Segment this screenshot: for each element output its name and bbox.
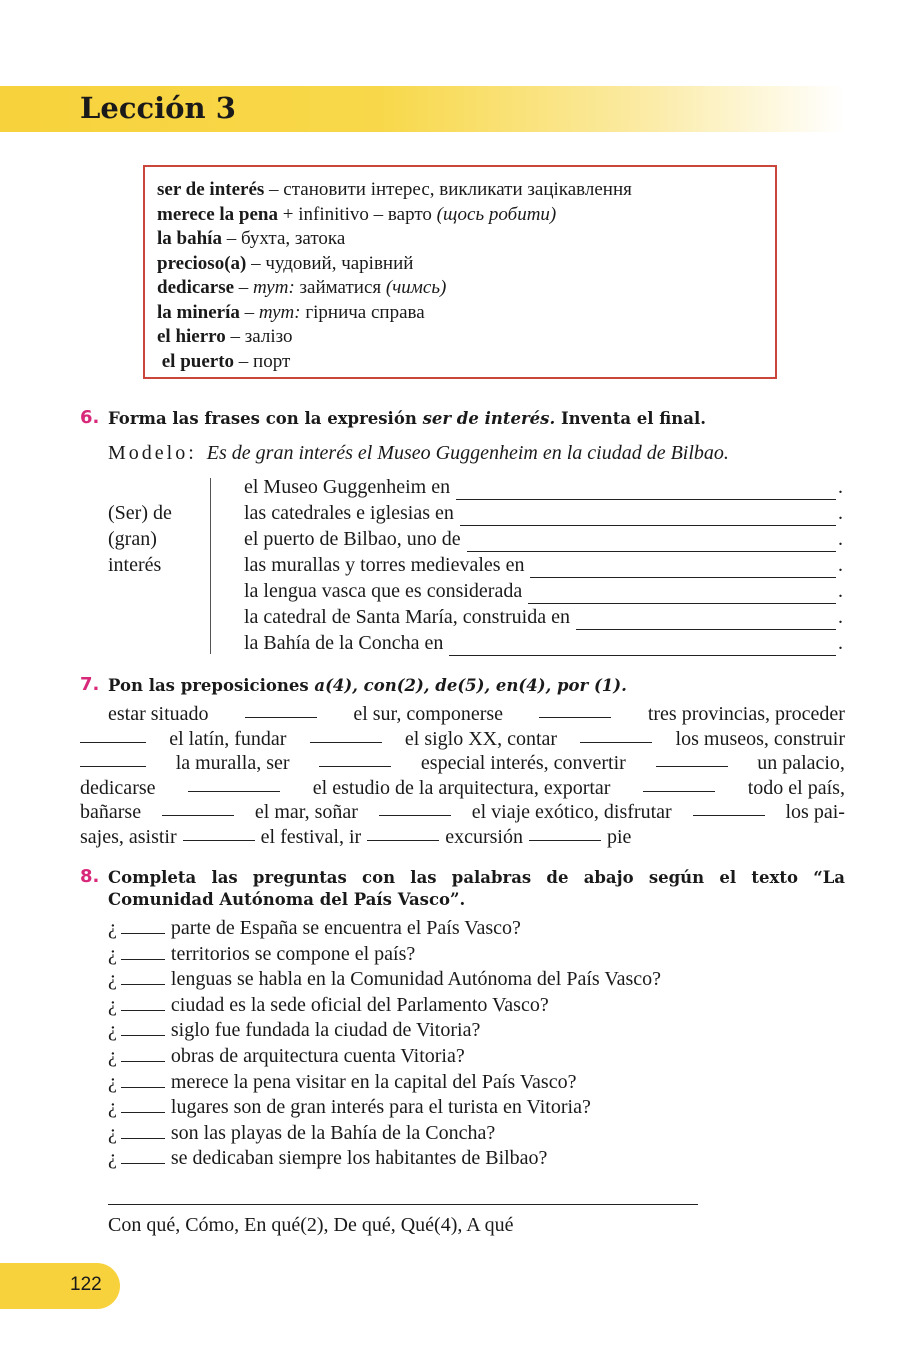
paragraph-line: sajes, asistir el festival, ir excursión pie — [80, 825, 632, 848]
answer-blank[interactable] — [121, 1123, 165, 1139]
answer-blank[interactable] — [80, 751, 146, 767]
exercise-8-instruction: Completa las preguntas con las palabras de abajo según el texto “La Comunidad Autónoma del País Vasco”. — [108, 868, 845, 909]
exercise-7-number: 7. — [80, 674, 100, 695]
answer-word-bank: Con qué, Cómo, En qué(2), De qué, Qué(4), A qué — [108, 1214, 514, 1236]
answer-blank[interactable] — [539, 702, 611, 718]
answer-blank[interactable] — [656, 751, 728, 767]
answer-blank[interactable] — [530, 558, 836, 578]
fill-in-line: la lengua vasca que es considerada . — [244, 580, 843, 602]
question-item: ¿ lugares son de gran interés para el turista en Vitoria? — [108, 1096, 591, 1119]
fill-in-line: el puerto de Bilbao, uno de . — [244, 528, 843, 550]
vocab-entry: precioso(a) – чудовий, чарівний — [157, 252, 414, 274]
question-item: ¿ lenguas se habla en la Comunidad Autónoma del País Vasco? — [108, 968, 661, 991]
answer-blank[interactable] — [80, 727, 146, 743]
answer-blank[interactable] — [580, 727, 652, 743]
answer-blank[interactable] — [367, 825, 439, 841]
answer-blank[interactable] — [449, 636, 836, 656]
answer-blank[interactable] — [310, 727, 382, 743]
exercise-7-instruction: Pon las preposiciones a(4), con(2), de(5), en(4), por (1). — [108, 676, 627, 695]
exercise-8-questions — [108, 916, 661, 1172]
answer-blank[interactable] — [121, 918, 165, 934]
question-item: ¿ territorios se compone el país? — [108, 942, 416, 965]
vocab-entry: la bahía – бухта, затока — [157, 228, 346, 249]
answer-blank[interactable] — [121, 1148, 165, 1164]
vocab-entry: la minería – тут: гірнича справа — [157, 301, 425, 323]
exercise-6-instruction: Forma las frases con la expresión ser de interés. Inventa el final. — [108, 409, 707, 428]
vocab-entry: el hierro – залізо — [157, 326, 293, 347]
answer-blank[interactable] — [121, 1046, 165, 1062]
paragraph-line: estar situado el sur, componerse tres provincias, proceder — [108, 703, 845, 725]
answer-blank[interactable] — [319, 751, 391, 767]
fill-in-line: la Bahía de la Concha en . — [244, 632, 843, 654]
answer-blank[interactable] — [456, 480, 836, 500]
exercise-6-number: 6. — [80, 407, 100, 428]
answer-blank[interactable] — [188, 776, 280, 792]
answer-blank[interactable] — [121, 995, 165, 1011]
answer-blank[interactable] — [528, 584, 836, 604]
exercise-6-left-label: (Ser) de (gran) interés — [108, 502, 172, 576]
answer-blank[interactable] — [121, 1020, 165, 1036]
question-item: ¿ son las playas de la Bahía de la Concha? — [108, 1121, 496, 1144]
answer-blank[interactable] — [529, 825, 601, 841]
vocab-entry: dedicarse – тут: займатися (чимсь) — [157, 277, 447, 298]
answer-blank[interactable] — [183, 825, 255, 841]
paragraph-line: el latín, fundar el siglo XX, contar los museos, construir — [80, 727, 845, 752]
answer-blank[interactable] — [121, 1072, 165, 1088]
answer-blank[interactable] — [643, 776, 715, 792]
answer-blank[interactable] — [460, 506, 836, 526]
exercise-7-paragraph — [80, 702, 845, 849]
page-number-tab — [0, 1263, 120, 1309]
exercise-8-number: 8. — [80, 866, 100, 887]
paragraph-line: bañarse el mar, soñar el viaje exótico, disfrutar los pai- — [80, 801, 845, 823]
answers-divider — [108, 1204, 698, 1205]
question-item: ¿ siglo fue fundada la ciudad de Vitoria? — [108, 1019, 481, 1042]
answer-blank[interactable] — [162, 800, 234, 816]
paragraph-line: la muralla, ser especial interés, convertir un palacio, — [80, 751, 845, 776]
exercise-6-model: Modelo: Es de gran interés el Museo Guggenheim en la ciudad de Bilbao. — [108, 442, 729, 464]
vocabulary-box — [143, 165, 777, 379]
page-number: 122 — [70, 1274, 102, 1295]
vocab-entry: merece la pena + infinitivo – варто (щось робити) — [157, 203, 557, 225]
answer-blank[interactable] — [576, 610, 836, 630]
answer-blank[interactable] — [467, 532, 836, 552]
fill-in-line: las catedrales e iglesias en . — [244, 502, 843, 524]
exercise-6-items — [244, 474, 844, 656]
question-item: ¿ ciudad es la sede oficial del Parlamento Vasco? — [108, 993, 549, 1016]
question-item: ¿ se dedicaban siempre los habitantes de Bilbao? — [108, 1147, 548, 1170]
answer-blank[interactable] — [379, 800, 451, 816]
answer-blank[interactable] — [121, 944, 165, 960]
answer-blank[interactable] — [121, 1097, 165, 1113]
answer-blank[interactable] — [121, 969, 165, 985]
fill-in-line: la catedral de Santa María, construida en . — [244, 606, 843, 628]
answer-blank[interactable] — [245, 702, 317, 718]
fill-in-line: el Museo Guggenheim en . — [244, 476, 843, 498]
vocab-entry: el puerto – порт — [157, 350, 291, 372]
lesson-title: Lección 3 — [80, 91, 236, 125]
question-item: ¿ merece la pena visitar en la capital del País Vasco? — [108, 1070, 577, 1093]
vocab-entry: ser de interés – становити інтерес, викликати зацікавлення — [157, 179, 632, 200]
exercise-6-divider — [210, 478, 211, 654]
question-item: ¿ obras de arquitectura cuenta Vitoria? — [108, 1044, 465, 1067]
question-item: ¿ parte de España se encuentra el País Vasco? — [108, 917, 521, 939]
paragraph-line: dedicarse el estudio de la arquitectura, exportar todo el país, — [80, 776, 845, 799]
fill-in-line: las murallas y torres medievales en . — [244, 554, 843, 576]
answer-blank[interactable] — [693, 800, 765, 816]
